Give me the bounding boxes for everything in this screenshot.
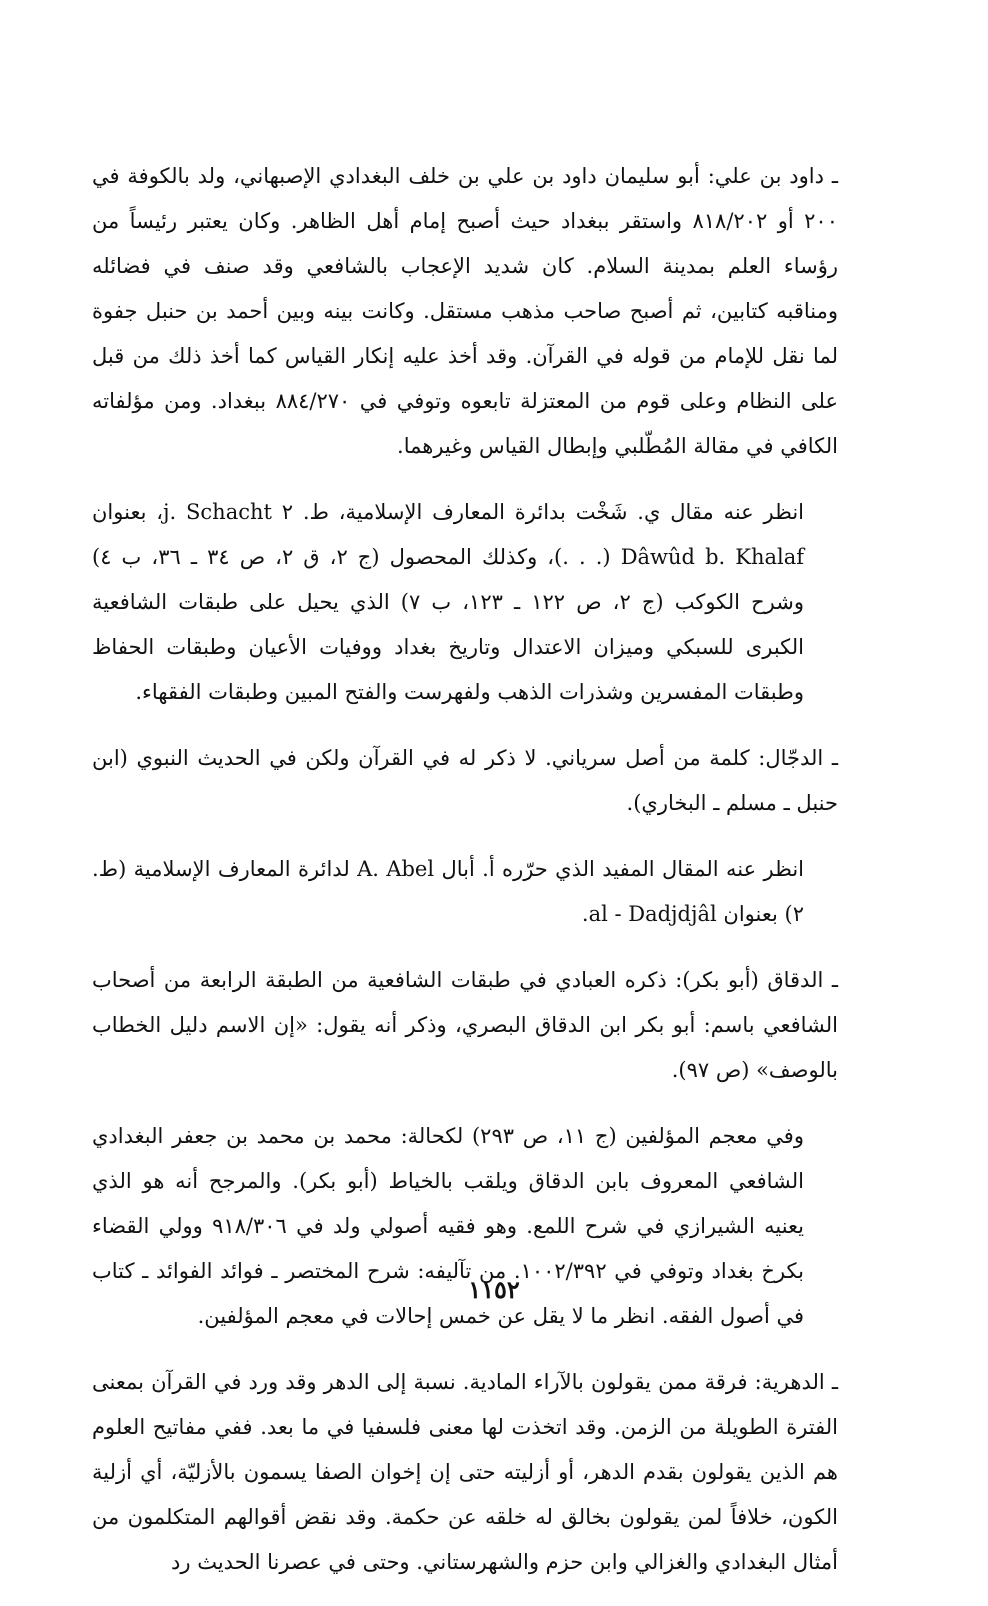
entry-al-daqqaq-references: وفي معجم المؤلفين (ج ١١، ص ٢٩٣) لكحالة: محمد بن محمد بن جعفر البغدادي الشافعي المعروف بابن الدقاق ويلقب بالخياط (أبو بكر). والمرجح أنه هو الذي يعنيه الشيرازي في شرح اللمع. وهو فقيه أصولي ولد في ٩١٨/٣٠٦ وولي القضاء بكرخ بغداد وتوفي في ١٠٠٢/٣٩٢. من تآليفه: شرح المختصر ـ فوائد الفوائد ـ كتاب في أصول الفقه. انظر ما لا يقل عن خمس إحالات في معجم المؤلفين. — [92, 1124, 805, 1328]
entry-dawud-ibn-ali — [92, 154, 852, 715]
entry-al-dajjal-text: ـ الدجّال: كلمة من أصل سرياني. لا ذكر له في القرآن ولكن في الحديث النبوي (ابن حنبل ـ مسلم ـ البخاري). — [92, 746, 838, 815]
entry-al-dahriyya — [92, 1360, 852, 1585]
entry-al-dajjal-references: انظر عنه المقال المفيد الذي حرّره أ. أبال A. Abel لدائرة المعارف الإسلامية (ط. ٢) بعنوان al - Dadjdjâl. — [92, 857, 804, 926]
page-number: ١١٥٢ — [468, 1275, 520, 1304]
entry-al-dajjal — [92, 736, 852, 937]
entry-dawud-ibn-ali-text: ـ داود بن علي: أبو سليمان داود بن علي بن خلف البغدادي الإصبهاني، ولد بالكوفة في ٢٠٠ أو ٨١٨/٢٠٢ واستقر ببغداد حيث أصبح إمام أهل الظاهر. وكان يعتبر رئيساً من رؤساء العلم بمدينة السلام. كان شديد الإعجاب بالشافعي وقد صنف في فضائله ومناقبه كتابين، ثم أصبح صاحب مذهب مستقل. وكانت بينه وبين أحمد بن حنبل جفوة لما نقل للإمام من قوله في القرآن. وقد أخذ عليه إنكار القياس كما أخذ ذلك من قبل على النظام وعلى قوم من المعتزلة تابعوه وتوفي في ٨٨٤/٢٧٠ ببغداد. ومن مؤلفاته الكافي في مقالة المُطّلبي وإبطال القياس وغيرهما. — [92, 164, 838, 458]
entry-al-daqqaq-text: ـ الدقاق (أبو بكر): ذكره العبادي في طبقات الشافعية من الطبقة الرابعة من أصحاب الشافعي باسم: أبو بكر ابن الدقاق البصري، وذكر أنه يقول: «إن الاسم دليل الخطاب بالوصف» (ص ٩٧). — [92, 968, 838, 1082]
entry-dawud-ibn-ali-references: انظر عنه مقال ي. شَخْت بدائرة المعارف الإسلامية، ط. ٢ j. Schacht، بعنوان Dâwûd b. Khalaf (. . .)، وكذلك المحصول (ج ٢، ق ٢، ص ٣٤ ـ ٣٦، ب ٤) وشرح الكوكب (ج ٢، ص ١٢٢ ـ ١٢٣، ب ٧) الذي يحيل على طبقات الشافعية الكبرى للسبكي وميزان الاعتدال وتاريخ بغداد ووفيات الأعيان وطبقات الحفاظ وطبقات المفسرين وشذرات الذهب ولفهرست والفتح المبين وطبقات الفقهاء. — [92, 500, 805, 704]
entry-al-dahriyya-text: ـ الدهرية: فرقة ممن يقولون بالآراء المادية. نسبة إلى الدهر وقد ورد في القرآن بمعنى الفترة الطويلة من الزمن. وقد اتخذت لها معنى فلسفيا في ما بعد. ففي مفاتيح العلوم هم الذين يقولون بقدم الدهر، أو أزليته حتى إن إخوان الصفا يسمون بالأزليّة، أي أزلية الكون، خلافاً لمن يقولون بخالق له خلقه عن حكمة. وقد نقض أقوالهم المتكلمون من أمثال البغدادي والغزالي وابن حزم والشهرستاني. وحتى في عصرنا الحديث رد — [92, 1370, 838, 1574]
main-text-column — [92, 133, 852, 1606]
